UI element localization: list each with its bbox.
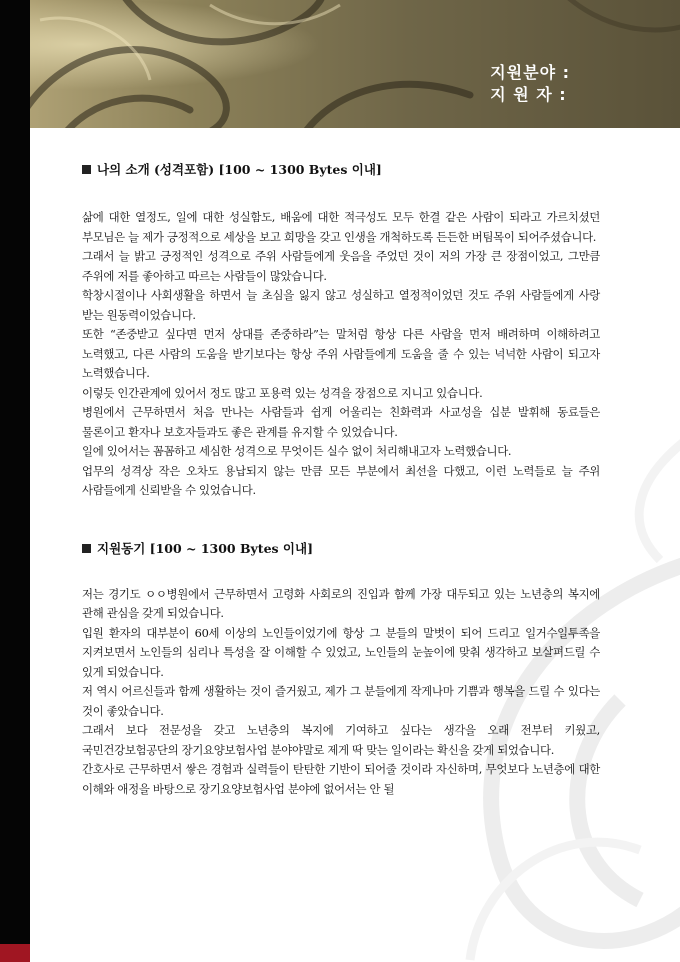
section-heading-text: 지원동기 [100 ~ 1300 Bytes 이내] bbox=[97, 540, 313, 556]
paragraph: 병원에서 근무하면서 처음 만나는 사람들과 쉽게 어울리는 친화력과 사교성을 십분 발휘해 동료들은 물론이고 환자나 보호자들과도 좋은 관계를 유지할 수 있었습니다. bbox=[82, 405, 600, 439]
paragraph: 또한 “존중받고 싶다면 먼저 상대를 존중하라”는 말처럼 항상 다른 사람을 먼저 배려하며 이해하려고 노력했고, 다른 사람의 도움을 받기보다는 항상 주위 사람들에게 도움을 줄 수 있는 넉넉한 사람이 되고자 노력했습니다. bbox=[82, 327, 600, 380]
paragraph: 그래서 보다 전문성을 갖고 노년층의 복지에 기여하고 싶다는 생각을 오래 전부터 키웠고, 국민건강보험공단의 장기요양보험사업 분야야말로 제게 딱 맞는 일이라는 확신을 갖게 되었습니다. bbox=[82, 723, 600, 757]
section-heading-motivation bbox=[82, 539, 600, 557]
paragraph: 간호사로 근무하면서 쌓은 경험과 실력들이 탄탄한 기반이 되어줄 것이라 자신하며, 무엇보다 노년층에 대한 이해와 애정을 바탕으로 장기요양보험사업 분야에 없어서는 안 될 bbox=[82, 762, 600, 796]
field-label: 지원분야 : bbox=[490, 63, 570, 82]
header-banner bbox=[0, 0, 680, 128]
document-content bbox=[82, 160, 600, 799]
paragraph: 그래서 늘 밝고 긍정적인 성격으로 주위 사람들에게 웃음을 주었던 것이 저의 가장 큰 장점이었고, 그만큼 주위에 저를 좋아하고 따르는 사람들이 많았습니다. bbox=[82, 249, 600, 283]
paragraph: 삶에 대한 열정도, 일에 대한 성실함도, 배움에 대한 적극성도 모두 한결 같은 사람이 되라고 가르치셨던 부모님은 늘 제가 긍정적으로 세상을 보고 희망을 갖고 인생을 개척하도록 든든한 버팀목이 되어주셨습니다. bbox=[82, 210, 600, 244]
paragraph: 일에 있어서는 꼼꼼하고 세심한 성격으로 무엇이든 실수 없이 처리해내고자 노력했습니다. bbox=[82, 444, 512, 458]
section-body-introduction bbox=[82, 208, 600, 501]
square-bullet-icon bbox=[82, 544, 91, 553]
left-black-bar bbox=[0, 0, 30, 962]
paragraph: 학창시절이나 사회생활을 하면서 늘 초심을 잃지 않고 성실하고 열정적이었던 것도 주위 사람들에게 사랑 받는 원동력이었습니다. bbox=[82, 288, 600, 322]
square-bullet-icon bbox=[82, 165, 91, 174]
header-ornament bbox=[0, 0, 680, 128]
applicant-label: 지 원 자 : bbox=[490, 85, 567, 104]
section-heading-introduction bbox=[82, 160, 600, 178]
paragraph: 저 역시 어르신들과 함께 생활하는 것이 즐거웠고, 제가 그 분들에게 작게나마 기쁨과 행복을 드릴 수 있다는 것이 좋았습니다. bbox=[82, 684, 600, 718]
header-labels bbox=[490, 62, 570, 106]
section-heading-text: 나의 소개 (성격포함) [100 ~ 1300 Bytes 이내] bbox=[97, 162, 382, 177]
paragraph: 이렇듯 인간관계에 있어서 정도 많고 포용력 있는 성격을 장점으로 지니고 있습니다. bbox=[82, 385, 483, 400]
paragraph: 저는 경기도 ㅇㅇ병원에서 근무하면서 고령화 사회로의 진입과 함께 가장 대두되고 있는 노년층의 복지에 관해 관심을 갖게 되었습니다. bbox=[82, 586, 600, 620]
paragraph: 업무의 성격상 작은 오차도 용납되지 않는 만큼 모든 부분에서 최선을 다했고, 이런 노력들로 늘 주위 사람들에게 신뢰받을 수 있었습니다. bbox=[82, 463, 600, 497]
section-body-motivation bbox=[82, 585, 600, 800]
left-red-accent bbox=[0, 944, 30, 962]
paragraph: 입원 환자의 대부분이 60세 이상의 노인들이었기에 항상 그 분들의 말벗이 되어 드리고 일거수일투족을 지켜보면서 노인들의 심리나 특성을 잘 이해할 수 있었고, 노인들의 눈높이에 맞춰 생각하고 보살펴드릴 수 있게 되었습니다. bbox=[82, 625, 600, 679]
